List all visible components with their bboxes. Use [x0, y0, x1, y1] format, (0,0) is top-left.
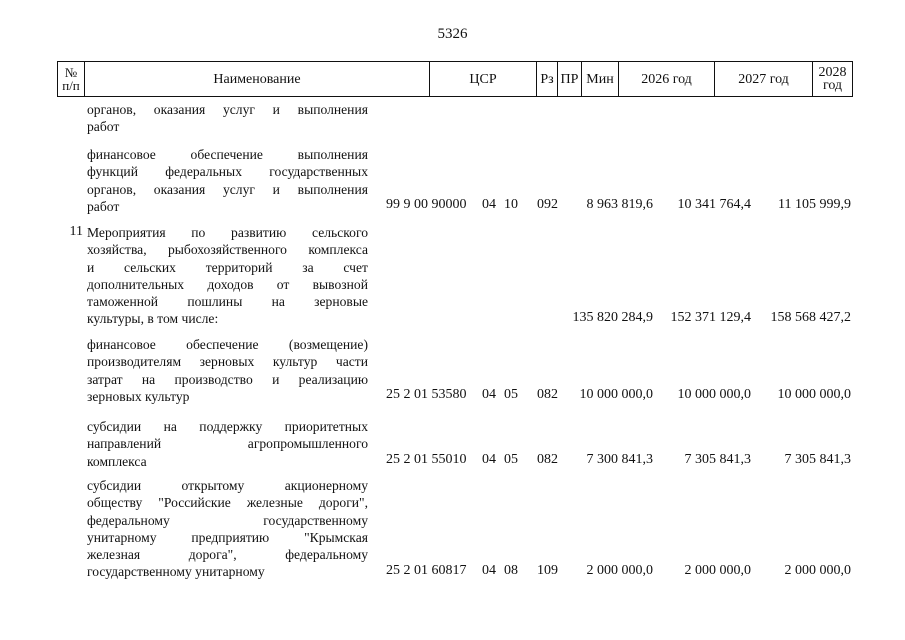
- cell-y2026: 7 300 841,3: [586, 452, 653, 468]
- cell-y2027: 7 305 841,3: [684, 452, 751, 468]
- header-2028: 2028 год: [818, 65, 847, 93]
- header-2027: 2027 год: [715, 62, 813, 96]
- row-name-line: субсидии на поддержку приоритетных: [87, 419, 368, 434]
- cell-y2028: 10 000 000,0: [777, 387, 851, 403]
- row-name-line: культуры, в том числе:: [87, 311, 219, 327]
- cell-rz: 04: [482, 197, 496, 213]
- header-rz: Рз: [537, 62, 558, 96]
- cell-y2026: 135 820 284,9: [572, 310, 653, 325]
- row-name: [87, 146, 368, 215]
- cell-min: 082: [537, 452, 558, 468]
- row-name: [87, 224, 368, 328]
- row-name-line: субсидии открытому акционерному: [87, 478, 368, 493]
- row-name: [87, 336, 368, 405]
- header-csr: ЦСР: [430, 62, 537, 96]
- cell-min: 109: [537, 563, 558, 578]
- cell-rz: 04: [482, 452, 496, 468]
- cell-csr: 25 2 01 55010: [386, 452, 467, 468]
- row-name-line: направлений агропромышленного: [87, 436, 368, 452]
- row-name-line: финансовое обеспечение (возмещение): [87, 337, 368, 352]
- cell-csr: 25 2 01 60817: [386, 563, 467, 578]
- cell-y2028: 2 000 000,0: [784, 563, 851, 578]
- page-number: 5326: [437, 26, 468, 42]
- row-name-line: зерновых культур: [87, 388, 190, 404]
- row-name-line: Мероприятия по развитию сельского: [87, 225, 368, 240]
- cell-min: 082: [537, 387, 558, 403]
- cell-y2027: 10 341 764,4: [677, 197, 751, 213]
- cell-y2027: 10 000 000,0: [677, 387, 751, 403]
- row-name-line: затрат на производство и реализацию: [87, 371, 368, 387]
- cell-min: 092: [537, 197, 558, 213]
- row-name-line: унитарному предприятию "Крымская: [87, 529, 368, 545]
- row-name-line: железная дорога", федеральному: [87, 547, 368, 563]
- row-name-line: комплекса: [87, 453, 147, 469]
- row-name: [87, 418, 368, 470]
- cell-y2027: 2 000 000,0: [684, 563, 751, 578]
- row-name-line: органов, оказания услуг и выполнения: [87, 102, 368, 117]
- cell-pr: 08: [504, 563, 518, 578]
- cell-y2026: 2 000 000,0: [586, 563, 653, 578]
- row-name: [87, 101, 368, 136]
- cell-pr: 05: [504, 387, 518, 403]
- row-name: [87, 477, 368, 581]
- row-name-line: и сельских территорий за счет: [87, 259, 368, 275]
- cell-y2028: 11 105 999,9: [778, 197, 851, 213]
- row-name-line: функций федеральных государственных: [87, 164, 368, 180]
- row-name-line: производителям зерновых культур части: [87, 354, 368, 370]
- row-name-line: федеральному государственному: [87, 512, 368, 528]
- row-name-line: финансовое обеспечение выполнения: [87, 147, 368, 162]
- cell-pr: 05: [504, 452, 518, 468]
- row-name-line: работ: [87, 119, 120, 135]
- row-name-line: таможенной пошлины на зерновые: [87, 294, 368, 310]
- row-name-line: хозяйства, рыбохозяйственного комплекса: [87, 242, 368, 258]
- cell-y2026: 10 000 000,0: [579, 387, 653, 403]
- row-name-line: дополнительных доходов от вывозной: [87, 276, 368, 292]
- row-name-line: государственному унитарному: [87, 564, 265, 580]
- header-min: Мин: [582, 62, 619, 96]
- cell-y2026: 8 963 819,6: [586, 197, 653, 213]
- cell-csr: 25 2 01 53580: [386, 387, 467, 403]
- header-pr: ПР: [558, 62, 582, 96]
- cell-rz: 04: [482, 563, 496, 578]
- cell-rz: 04: [482, 387, 496, 403]
- header-num: № п/п: [58, 62, 85, 96]
- row-name-line: обществу "Российские железные дороги",: [87, 495, 368, 511]
- header-name: Наименование: [85, 62, 430, 96]
- cell-pr: 10: [504, 197, 518, 213]
- table-header: [57, 61, 853, 97]
- cell-y2028: 158 568 427,2: [770, 310, 851, 325]
- cell-y2027: 152 371 129,4: [670, 310, 751, 325]
- row-name-line: работ: [87, 198, 120, 214]
- row-number: 11: [69, 224, 83, 239]
- cell-y2028: 7 305 841,3: [784, 452, 851, 468]
- cell-csr: 99 9 00 90000: [386, 197, 467, 213]
- header-2026: 2026 год: [619, 62, 715, 96]
- row-name-line: органов, оказания услуг и выполнения: [87, 181, 368, 197]
